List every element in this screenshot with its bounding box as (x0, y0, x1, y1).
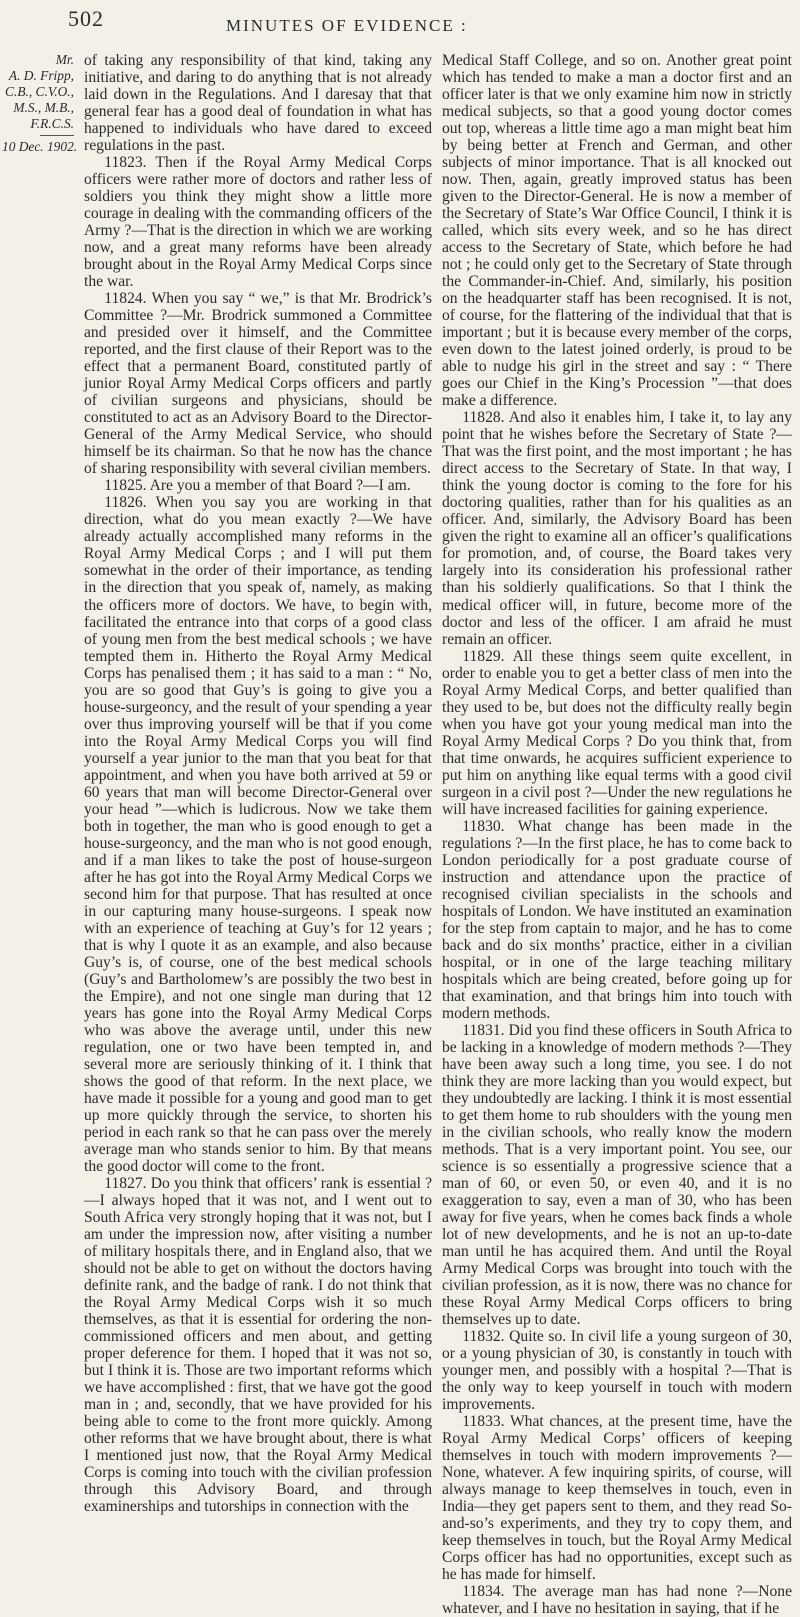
witness-date: 10 Dec. 1902. (2, 139, 78, 154)
paragraph-11831: 11831. Did you find these officers in South Africa to be lacking in a knowledge of modern methods ?—They have been away such a long time, you see. I do not think they are more lacking than you would expect, but they undoubtedly are lacking. I think it is most essential to get them home to rub shoulders with the young men in the civilian schools, who really know the modern methods. That is a very important point. You see, our science is so essentially a progressive science that a man of 60, or even 50, or even 40, and it is no exaggeration to say, even a man of 30, who has been away for five years, when he comes back finds a whole lot of new developments, and he is not an up-to-date man until he has acquired them. And until the Royal Army Medical Corps was brought into touch with the civilian profession, as it is now, there was no chance for these Royal Army Medical Corps officers to bring themselves up to date. (442, 1021, 792, 1329)
paragraph-11826: 11826. When you say you are working in that direction, what do you mean exactly ?—We have already actually accomplished many reforms in the Royal Army Medical Corps ; and I will put them somewhat in the order of their importance, as tending in the direction that you speak of, namely, as making the officers more of doctors. We have, to begin with, facilitated the entrance into that corps of a good class of young men from the best medical schools ; we have tempted them in. Hitherto the Royal Army Medical Corps has penalised them ; it has said to a man : “ No, you are so good that Guy’s is going to give you a house-surgeoncy, and the result of your spending a year over thus improving yourself will be that if you come into the Royal Army Medical Corps you will find yourself a year junior to the man that you beat for that appointment, and when you have both arrived at 59 or 60 years that man will become Director-General over your head ”—which is ludicrous. Now we take them both in together, the man who is good enough to get a house-surgeoncy, and the man who is not good enough, and if a man likes to take the post of house-surgeon after he has got into the Royal Army Medical Corps we second him for that purpose. That has resulted at once in our capturing many house-surgeons. I speak now with an experience of teaching at Guy’s for 12 years ; that is why I quote it as an example, and also because Guy’s is, of course, one of the best medical schools (Guy’s and Bartholomew’s are possibly the two best in the Empire), and not one single man during that 12 years has gone into the Royal Army Medical Corps who was above the average until, under this new regulation, one or two have been tempted in, and several more are seriously thinking of it. I think that shows the good of that reform. In the next place, we have made it possible for a young and good man to get up more quickly through the service, to shorten his period in each rank so that he can pass over the merely average man who stands senior to him. By that means the good doctor will come to the front. (84, 494, 432, 1176)
paragraph-11823: 11823. Then if the Royal Army Medical Corps officers were rather more of doctors and rather less of soldiers you think they might show a little more courage in dealing with the commanding officers of the Army ?—That is the direction in which we are working now, and a great many reforms have been already brought about in the Royal Army Medical Corps since the war. (84, 154, 432, 291)
paragraph-11834: 11834. The average man has had none ?—None whatever, and I have no hesitation in saying, that if he (442, 1583, 792, 1617)
paragraph: of taking any responsibility of that kind, taking any initiative, and daring to do anything that is not already laid down in the Regulations. And I daresay that that general fear has a good deal of foundation in what has happened to individuals who have dared to exceed regulations in the past. (84, 52, 432, 155)
witness-sidenote (2, 52, 78, 155)
right-column (442, 52, 792, 1617)
sidenote-rule (40, 135, 74, 136)
paragraph-11833: 11833. What chances, at the present time, have the Royal Army Medical Corps’ officers of keeping themselves in touch with modern improvements ?—None, whatever. A few inquiring spirits, of course, will always manage to keep themselves in touch, even in India—they get papers sent to them, and they read So-and-so’s experiments, and they try to copy them, and keep themselves in touch, but the Royal Army Medical Corps officer has had no opportunities, except such as he has made for himself. (442, 1413, 792, 1584)
witness-degrees: M.S., M.B., (13, 100, 74, 115)
paragraph-11828: 11828. And also it enables him, I take it, to lay any point that he wishes before the Secretary of State ?—That was the first point, and the most important ; he has direct access to the Secretary of State. In that way, I think the young doctor is coming to the fore for his doctoring qualities, rather than for his qualities as an officer. And, similarly, the Advisory Board has been given the right to examine all an officer’s qualifications for promotion, and, of course, the Board takes very largely into its consideration his professional rather than his soldierly qualifications. So that I think the medical officer will, in future, become more of the doctor and less of the officer. I am afraid he must remain an officer. (442, 409, 792, 648)
witness-honours: C.B., C.V.O., (5, 84, 74, 99)
page-header (0, 4, 800, 44)
paragraph-11832: 11832. Quite so. In civil life a young surgeon of 30, or a young physician of 30, is constantly in touch with younger men, and possibly with a hospital ?—That is the only way to keep yourself in touch with modern improvements. (442, 1328, 792, 1414)
running-head: MINUTES OF EVIDENCE : (226, 16, 468, 35)
paragraph: Medical Staff College, and so on. Another great point which has tended to make a man a doctor first and an officer later is that we only examine him now in strictly medical subjects, so that a good young doctor comes out top, whereas a little time ago a man might beat him by being better at French and German, and other subjects of minor importance. That is all knocked out now. Then, again, greatly improved status has been given to the Director-General. He is now a member of the Secretary of State’s War Office Council, I think it is called, which sits every week, and so he has direct access to the Secretary of State, which before he had not ; he could only get to the Secretary of State through the Commander-in-Chief. And, similarly, his position on the headquarter staff has been recognised. It is not, of course, for the flattering of the individual that that is important ; but it is because every member of the corps, even down to the latest joined orderly, is proud to be able to nudge his girl in the street and say : “ There goes our Chief in the King’s Procession ”—that does make a difference. (442, 52, 792, 410)
page-number: 502 (68, 6, 104, 31)
paragraph-11829: 11829. All these things seem quite excellent, in order to enable you to get a better class of men into the Royal Army Medical Corps, and better qualified than they used to be, but does not the difficulty really begin when you have got your young medical man into the Royal Army Medical Corps ? Do you think that, from that time onwards, he acquires sufficient experience to put him on anything like equal terms with a good civil surgeon in a civil post ?—Under the new regulations he will have increased facilities for gaining experience. (442, 647, 792, 818)
witness-name: A. D. Fripp, (8, 68, 74, 83)
paragraph-11827: 11827. Do you think that officers’ rank is essential ?—I always hoped that it was not, and I went out to South Africa very strongly hoping that it was not, but I am under the impression now, after visiting a number of military hospitals there, and in England also, that we should not be able to get on without the doctors having definite rank, and the badge of rank. I do not think that the Royal Army Medical Corps wish it so much themselves, as that it is essential for ordering the non-commissioned officers and men about, and getting proper deference for them. I hoped that it was not so, but I think it is. Those are two important reforms which we have accomplished : first, that we have got the good man in ; and, secondly, that we have provided for his being able to come to the front more quickly. Among other reforms that we have brought about, there is what I mentioned just now, that the Royal Army Medical Corps is coming into touch with the civilian profession through this Advisory Board, and through examinerships and tutorships in connection with the (84, 1175, 432, 1516)
witness-prefix: Mr. (55, 52, 74, 67)
paragraph-11830: 11830. What change has been made in the regulations ?—In the first place, he has to come back to London periodically for a post graduate course of instruction and attendance upon the practice of recognised civilian specialists in the schools and hospitals of London. We have instituted an examination for the step from captain to major, and he has to come back and do six months’ practice, either in a civilian hospital, or in one of the large teaching military hospitals which are being created, before going up for that examination, and that brings him into touch with modern methods. (442, 817, 792, 1022)
left-column (84, 52, 432, 1516)
paragraph-11825: 11825. Are you a member of that Board ?—I am. (104, 477, 411, 495)
paragraph-11824: 11824. When you say “ we,” is that Mr. Brodrick’s Committee ?—Mr. Brodrick summoned a Committee and presided over it himself, and the Committee reported, and the first clause of their Report was to the effect that a permanent Board, constituted partly of junior Royal Army Medical Corps officers and partly of civilian surgeons and physicians, should be constituted to act as an Advisory Board to the Director-General of the Army Medical Service, who should himself be its chairman. So that he now has the chance of sharing responsibility with several civilian members. (84, 290, 432, 478)
witness-fellowship: F.R.C.S. (30, 116, 74, 131)
